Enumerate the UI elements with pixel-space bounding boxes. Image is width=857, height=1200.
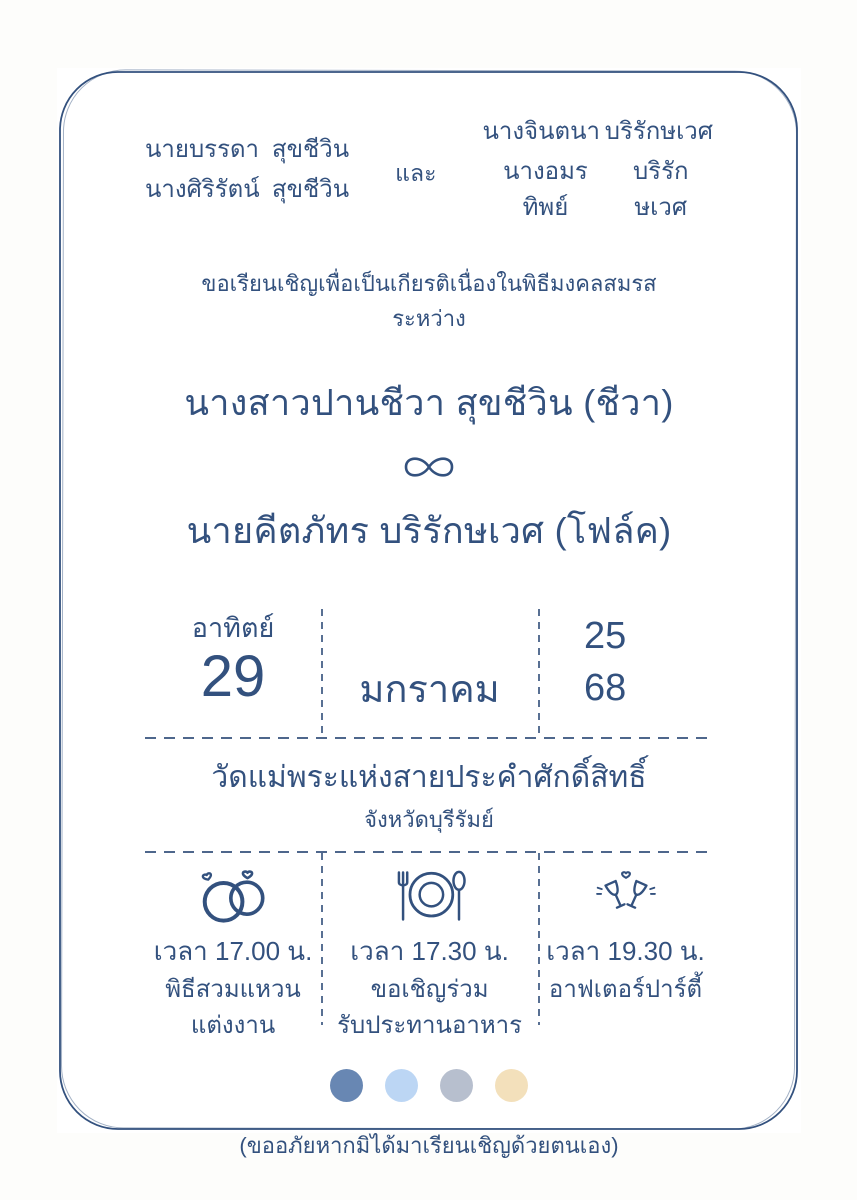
event-label: ขอเชิญร่วม (370, 976, 489, 1004)
color-palette-dots (145, 1069, 713, 1102)
date-divider (538, 609, 540, 737)
date-day-name: อาทิตย์ (191, 613, 275, 644)
parent-last-name: สุขชีวิน (271, 176, 350, 203)
invitation-wording (145, 266, 713, 336)
champagne-toast-icon (588, 867, 664, 925)
date-year-bottom: 68 (584, 666, 627, 709)
parents-section (145, 114, 713, 226)
color-dot (385, 1069, 418, 1102)
date-month: มกราคม (359, 668, 500, 711)
wedding-rings-icon (192, 867, 274, 925)
date-divider (321, 609, 323, 737)
date-day-number: 29 (200, 644, 266, 710)
event-label: รับประทานอาหาร (337, 1012, 523, 1040)
color-dot (495, 1069, 528, 1102)
event-time: เวลา 17.30 น. (350, 936, 509, 967)
color-dot (330, 1069, 363, 1102)
parents-bride-side (145, 132, 349, 208)
parent-first-name: นายบรรดา (145, 136, 260, 163)
parent-name (482, 114, 713, 150)
schedule-columns (145, 853, 713, 1040)
invitation-line: ขอเรียนเชิญเพื่อเป็นเกียรติเนื่องในพิธีมงคลสมรส (201, 271, 657, 296)
infinity-separator (145, 447, 713, 492)
event-time: เวลา 17.00 น. (153, 936, 313, 967)
invitation-between: ระหว่าง (392, 306, 466, 332)
schedule-divider (321, 853, 323, 1025)
schedule-section (145, 851, 713, 1040)
dashed-separator (145, 737, 713, 739)
parent-name (482, 154, 713, 226)
parent-first-name: นางอมรทิพย์ (503, 158, 588, 221)
infinity-icon (383, 447, 475, 487)
event-time: เวลา 19.30 น. (546, 936, 705, 967)
wedding-date (145, 609, 713, 737)
event-label: พิธีสวมแหวน (165, 976, 301, 1004)
event-label: อาฟเตอร์ปาร์ตี้ (548, 976, 703, 1004)
footer-note: (ขออภัยหากมิได้มาเรียนเชิญด้วยตนเอง) (239, 1133, 619, 1159)
date-year-top: 25 (584, 615, 627, 658)
parent-name (145, 172, 349, 208)
bride-name: นางสาวปานชีวา สุขชีวิน (ชีวา) (184, 382, 674, 424)
parent-first-name: นางจินตนา (482, 118, 600, 145)
date-day-block (145, 609, 321, 737)
venue-province: จังหวัดบุรีรัมย์ (364, 807, 494, 833)
date-year-block (538, 609, 713, 737)
parent-last-name: บริรักษเวศ (604, 118, 713, 145)
parent-last-name: บริรักษเวศ (632, 158, 689, 221)
invitation-card (57, 68, 801, 1159)
event-label: แต่งงาน (190, 1012, 276, 1040)
parent-name (145, 132, 349, 168)
schedule-ceremony (145, 867, 321, 1040)
dinner-set-icon (392, 867, 468, 925)
parent-first-name: นางศิริรัตน์ (145, 176, 260, 203)
conjunction-and: และ (395, 159, 437, 186)
parent-last-name: สุขชีวิน (271, 136, 350, 163)
parents-groom-side (482, 114, 713, 226)
color-dot (440, 1069, 473, 1102)
venue-name: วัดแม่พระแห่งสายประคำศักดิ์สิทธิ์ (211, 761, 647, 795)
schedule-after-party (538, 867, 713, 1029)
schedule-divider (538, 853, 540, 1025)
date-month-block (321, 609, 538, 737)
schedule-dinner (321, 867, 538, 1040)
groom-name: นายคีตภัทร บริรักษเวศ (โฟล์ค) (186, 510, 672, 552)
card-content (145, 68, 713, 1159)
